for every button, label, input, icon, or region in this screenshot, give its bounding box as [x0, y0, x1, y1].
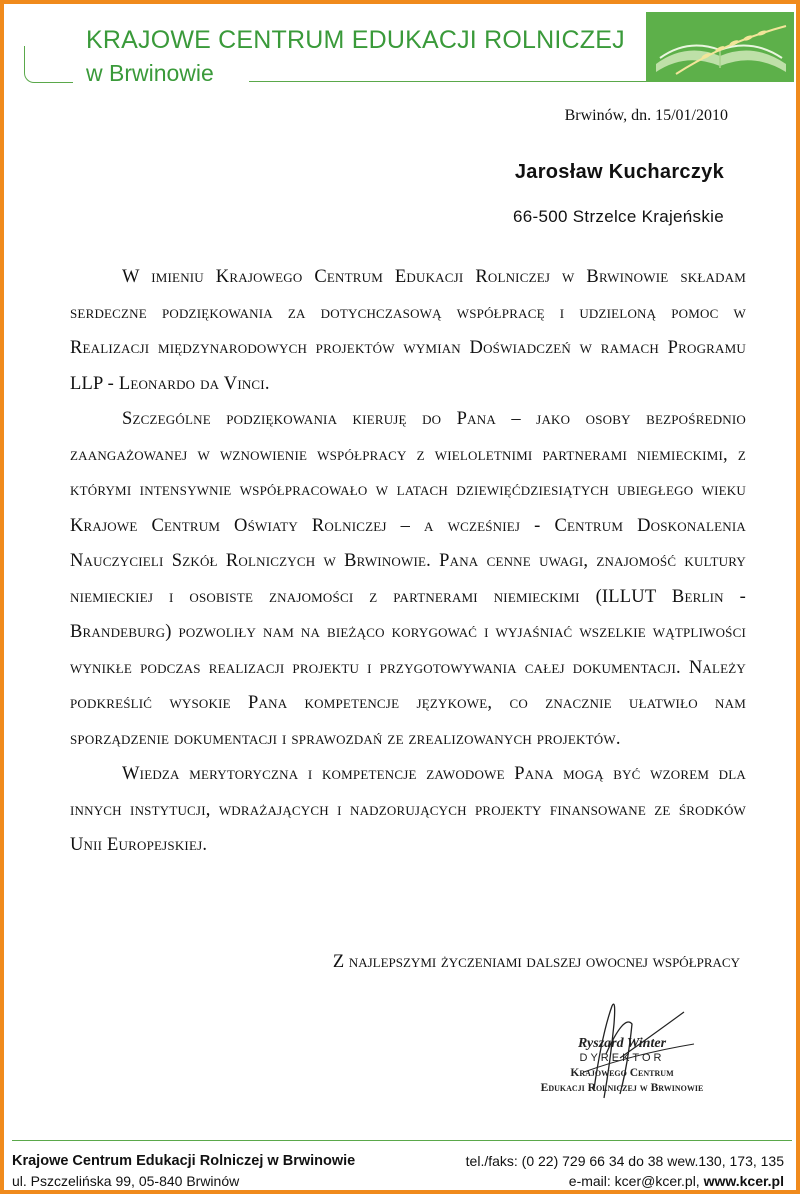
open-book-wheat-icon — [646, 12, 794, 82]
footer-contact — [569, 1173, 784, 1189]
footer-phone: tel./faks: (0 22) 729 66 34 do 38 wew.130, 173, 135 — [465, 1153, 784, 1169]
closing-line: Z najlepszymi życzeniami dalszej owocnej współpracy — [332, 952, 740, 972]
footer-website-link[interactable]: www.kcer.pl — [703, 1173, 784, 1189]
header-title: KRAJOWE CENTRUM EDUKACJI ROLNICZEJ — [86, 26, 625, 54]
recipient-city: 66-500 Strzelce Krajeńskie — [513, 207, 724, 226]
footer-email: e-mail: kcer@kcer.pl, — [568, 1173, 704, 1189]
stamp-title: DYREKTOR — [579, 1052, 665, 1064]
letter-date: Brwinów, dn. 15/01/2010 — [564, 107, 728, 124]
letter-body — [70, 260, 746, 864]
header-corner-line — [24, 46, 73, 83]
footer-rule — [12, 1140, 792, 1141]
recipient-name: Jarosław Kucharczyk — [514, 161, 724, 183]
stamp-name: Ryszard Winter — [577, 1036, 667, 1051]
footer-address: ul. Pszczelińska 99, 05-840 Brwinów — [12, 1173, 240, 1189]
stamp-line-1: Krajowego Centrum — [570, 1067, 674, 1079]
footer-org-name: Krajowe Centrum Edukacji Rolniczej w Brwinowie — [12, 1153, 356, 1169]
paragraph-2: Szczególne podziękowania kieruję do Pana – jako osoby bezpośrednio zaangażowanej w wznowienie współpracy z wieloletnimi partnerami niemieckimi, z którymi intensywnie współpracowało w latach dziewięćdziesiątych ubiegłego wieku Krajowe Centrum Oświaty Rolniczej – a wcześniej - Centrum Doskonalenia Nauczycieli Szkół Rolniczych w Brwinowie. Pana cenne uwagi, znajomość kultury niemieckiej i osobiste znajomości z partnerami niemieckimi (ILLUT Berlin - Brandeburg) pozwoliły nam na bieżąco korygować i wyjaśniać wszelkie wątpliwości wynikłe podczas realizacji projektu i przygotowywania całej dokumentacji. Należy podkreślić wysokie Pana kompetencje językowe, co znacznie ułatwiło nam sporządzenie dokumentacji i sprawozdań ze zrealizowanych projektów. — [70, 409, 746, 749]
header-subtitle: w Brwinowie — [86, 60, 214, 86]
stamp-line-2: Edukacji Rolniczej w Brwinowie — [540, 1082, 704, 1094]
paragraph-1: W imieniu Krajowego Centrum Edukacji Rolniczej w Brwinowie składam serdeczne podziękowania za dotychczasową współpracę i udzieloną pomoc w Realizacji międzynarodowych projektów wymian Doświadczeń w ramach Programu LLP - Leonardo da Vinci. — [70, 267, 746, 394]
header-rule — [249, 81, 649, 82]
director-stamp — [522, 1036, 722, 1096]
paragraph-3: Wiedza merytoryczna i kompetencje zawodowe Pana mogą być wzorem dla innych instytucji, wdrażających i nadzorujących projekty finansowane ze środków Unii Europejskiej. — [70, 764, 746, 855]
